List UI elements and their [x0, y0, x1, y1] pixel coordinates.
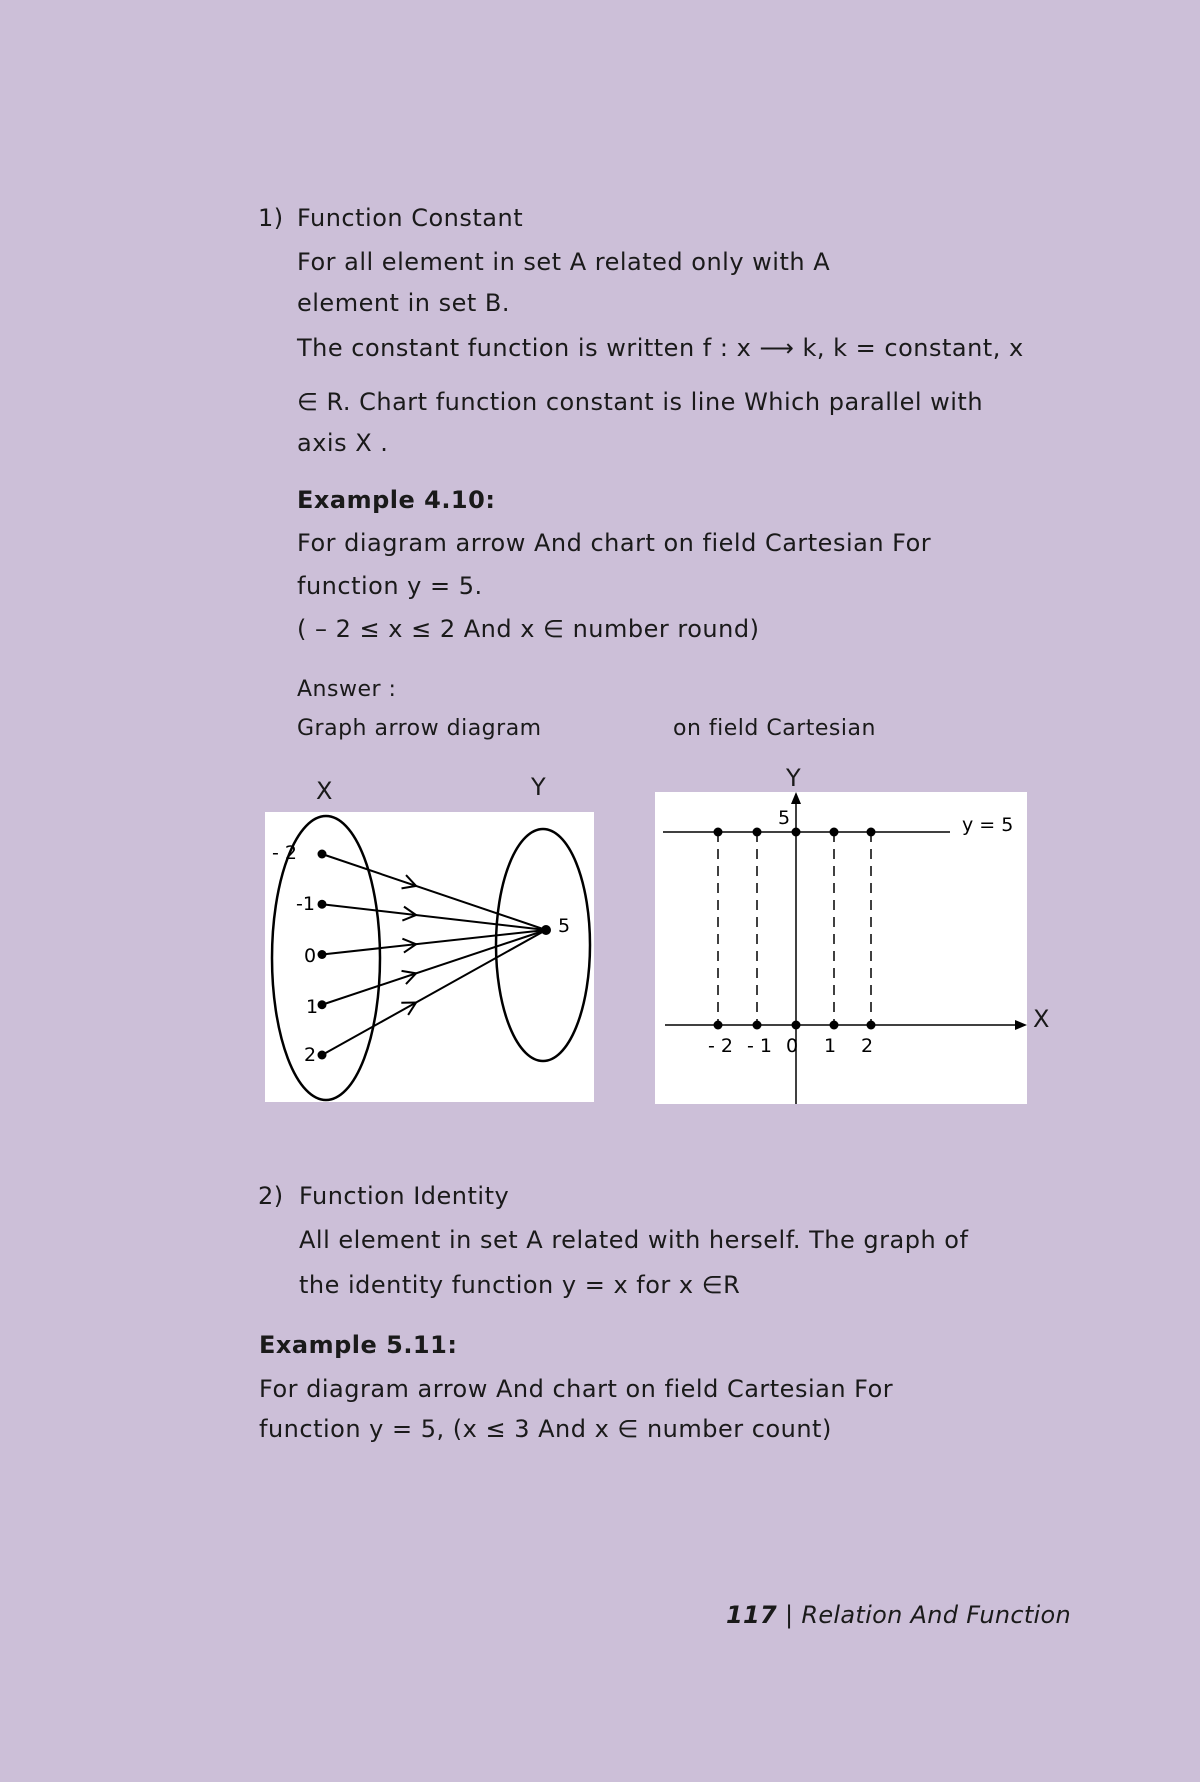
- x-axis-point-4: [867, 1021, 876, 1030]
- x-axis-arrowhead: [1015, 1020, 1027, 1030]
- section-1-title: Function Constant: [297, 204, 524, 232]
- caption-cartesian: on field Cartesian: [673, 716, 876, 741]
- section-1-line-5: axis X .: [297, 429, 389, 457]
- mapping-arrow-1: [322, 904, 546, 930]
- section-1-line-4: ∈ R. Chart function constant is line Which parallel with: [297, 388, 984, 416]
- example-1-title: Example 4.10:: [297, 486, 496, 514]
- chapter-title: Relation And Function: [801, 1601, 1072, 1629]
- codomain-label-5: 5: [558, 915, 571, 937]
- x-tick-label-1: - 1: [747, 1035, 772, 1057]
- domain-dot-2: [318, 950, 327, 959]
- example-1-line-1: For diagram arrow And chart on field Cartesian For: [297, 529, 932, 557]
- section-2-line-1: All element in set A related with herself. The graph of: [299, 1226, 969, 1254]
- codomain-oval: [496, 829, 590, 1061]
- section-1-number: 1): [258, 204, 284, 232]
- mapping-arrow-0: [322, 854, 546, 930]
- section-1-line-2: element in set B.: [297, 289, 511, 317]
- data-point-0: [714, 828, 723, 837]
- x-axis-label: X: [1033, 1005, 1050, 1033]
- domain-label-neg1: -1: [296, 893, 315, 915]
- section-2-line-2: the identity function y = x for x ∈R: [299, 1271, 741, 1299]
- answer-label: Answer :: [297, 677, 397, 702]
- domain-label-1: 1: [306, 996, 319, 1018]
- cartesian-chart: [655, 792, 1027, 1104]
- x-tick-label-0: - 2: [708, 1035, 733, 1057]
- x-axis-point-3: [830, 1021, 839, 1030]
- section-2-number: 2): [258, 1182, 284, 1210]
- x-axis-point-2: [792, 1021, 801, 1030]
- codomain-dot-5: [541, 925, 551, 935]
- y-axis-label: Y: [786, 764, 802, 792]
- x-axis-point-0: [714, 1021, 723, 1030]
- page-footer: [726, 1601, 1071, 1629]
- x-tick-label-4: 2: [861, 1035, 874, 1057]
- footer-separator: |: [785, 1601, 794, 1629]
- example-2-line-1: For diagram arrow And chart on field Cartesian For: [259, 1375, 894, 1403]
- domain-dot-0: [318, 850, 327, 859]
- domain-label-neg2: - 2: [272, 842, 297, 864]
- domain-label-0: 0: [304, 945, 317, 967]
- data-point-2: [792, 828, 801, 837]
- line-label: y = 5: [962, 814, 1014, 836]
- section-1-line-1: For all element in set A related only with A: [297, 248, 831, 276]
- cartesian-figure: [655, 792, 1027, 1104]
- y-axis-arrowhead: [791, 792, 801, 804]
- example-2-title: Example 5.11:: [259, 1331, 458, 1359]
- data-point-1: [753, 828, 762, 837]
- data-point-3: [830, 828, 839, 837]
- arrow-diagram: [265, 812, 594, 1102]
- page-number: 117: [726, 1601, 777, 1629]
- domain-dot-4: [318, 1051, 327, 1060]
- x-tick-label-3: 1: [824, 1035, 837, 1057]
- set-x-label: X: [316, 777, 333, 805]
- x-axis-point-1: [753, 1021, 762, 1030]
- example-1-line-2: function y = 5.: [297, 572, 483, 600]
- caption-arrow-diagram: Graph arrow diagram: [297, 716, 542, 741]
- domain-dot-3: [318, 1000, 327, 1009]
- domain-dot-1: [318, 900, 327, 909]
- set-y-label: Y: [531, 773, 547, 801]
- section-1-line-3: The constant function is written f : x ⟶ k, k = constant, x: [297, 334, 1024, 362]
- x-tick-label-2: 0: [786, 1035, 799, 1057]
- y-tick-label-5: 5: [778, 807, 791, 829]
- arrow-diagram-figure: [265, 812, 594, 1102]
- domain-label-2: 2: [304, 1044, 317, 1066]
- section-2-title: Function Identity: [299, 1182, 510, 1210]
- example-1-line-3: ( – 2 ≤ x ≤ 2 And x ∈ number round): [297, 615, 760, 643]
- example-2-line-2: function y = 5, (x ≤ 3 And x ∈ number count): [259, 1415, 832, 1443]
- data-point-4: [867, 828, 876, 837]
